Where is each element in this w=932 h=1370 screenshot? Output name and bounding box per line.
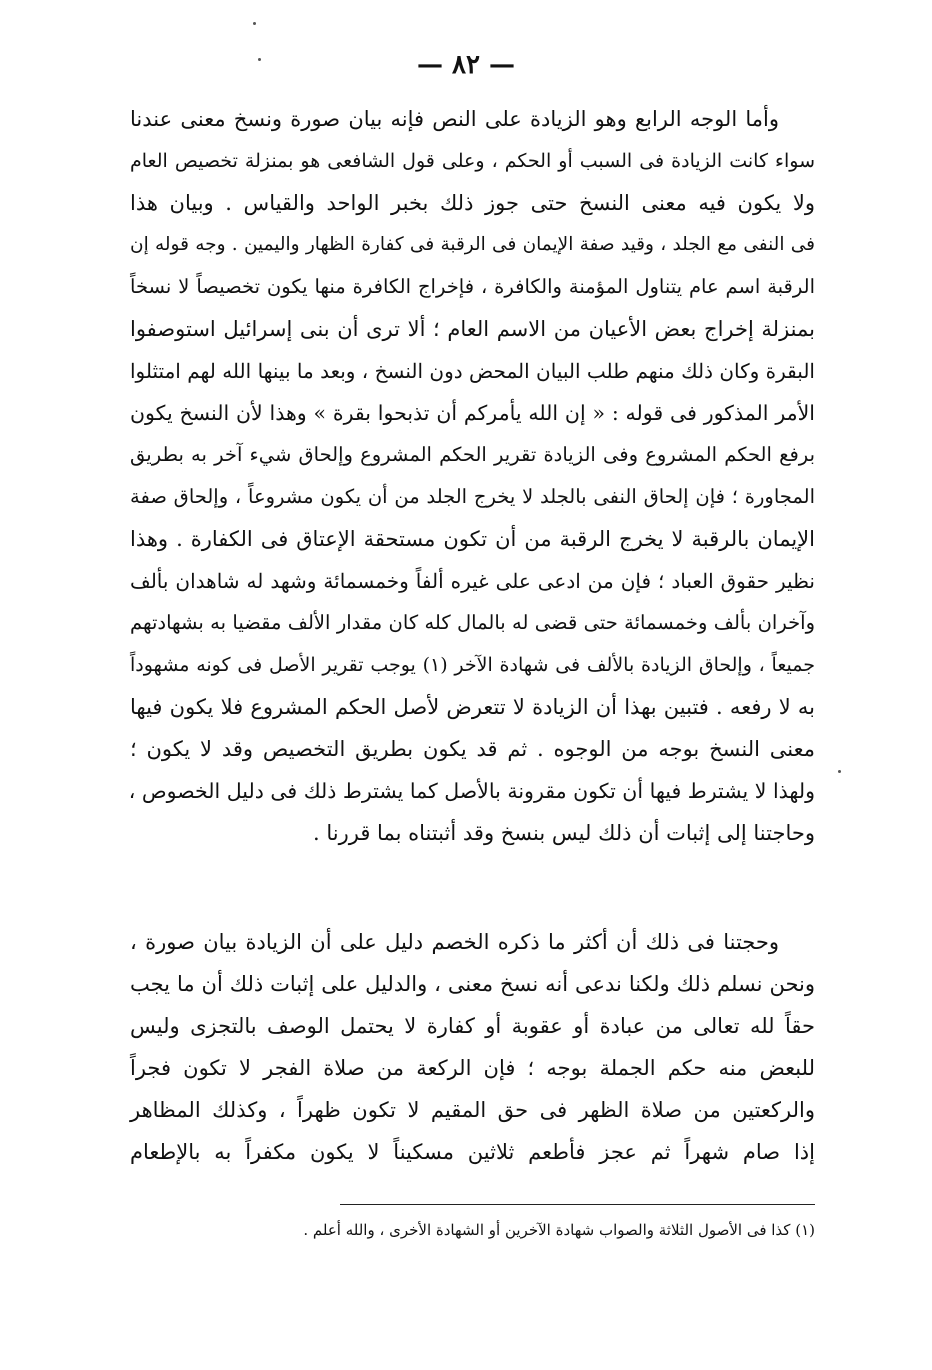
- text-line: ونحن نسلم ذلك ولكنا ندعى أنه نسخ معنى ، والدليل على إثبات ذلك أن ما يجب: [130, 972, 815, 996]
- page-number: — ٨٢ —: [416, 50, 516, 80]
- text-line: جميعاً ، وإلحاق الزيادة بالألف فى شهادة الآخر (١) يوجب تقرير الأصل فى كونه مشهوداً: [130, 654, 815, 676]
- text-line: به لا رفعه . فتبين بهذا أن الزيادة لا تتعرض لأصل الحكم المشروع فلا يكون فيها: [130, 695, 815, 719]
- text-line: معنى النسخ بوجه من الوجوه . ثم قد يكون بطريق التخصيص وقد لا يكون ؛: [130, 737, 815, 761]
- text-line: برفع الحكم المشروع وفى الزيادة تقرير الحكم المشروع وإلحاق شيء آخر به بطريق: [130, 443, 815, 466]
- text-line: والركعتين من صلاة الظهر فى حق المقيم لا تكون ظهراً ، وكذلك المظاهر: [130, 1098, 815, 1122]
- text-line: وحاجتنا إلى إثبات أن ذلك ليس بنسخ وقد أثبتناه بما قررنا .: [313, 821, 815, 845]
- text-line: وآخران بألف وخمسمائة حتى قضى له بالمال كله كان مقدار الألف مقضيا به بشهادتهم: [130, 611, 815, 634]
- text-line: بمنزلة إخراج بعض الأعيان من الاسم العام ؛ ألا ترى أن بنى إسرائيل استوصفوا: [130, 317, 815, 341]
- text-line: وحجتنا فى ذلك أن أكثر ما ذكره الخصم دليل على أن الزيادة بيان صورة ،: [130, 930, 779, 954]
- text-line: سواء كانت الزيادة فى السبب أو الحكم ، وعلى قول الشافعى هو بمنزلة تخصيص العام: [130, 150, 815, 172]
- text-line: وأما الوجه الرابع وهو الزيادة على النص فإنه بيان صورة ونسخ معنى عندنا: [130, 107, 779, 131]
- text-line: الأمر المذكور فى قوله : « إن الله يأمركم أن تذبحوا بقرة » وهذا لأن النسخ يكون: [130, 401, 815, 425]
- text-line: للبعض منه حكم الجملة بوجه ؛ فإن الركعة من صلاة الفجر لا تكون فجراً: [130, 1056, 815, 1080]
- footnote: (١) كذا فى الأصول الثلاثة والصواب شهادة الآخرين أو الشهادة الأخرى ، والله أعلم .: [303, 1221, 815, 1239]
- scan-speck: [258, 58, 261, 61]
- footnote-divider: [340, 1204, 815, 1205]
- paragraph-1: [130, 98, 815, 854]
- text-line: المجاورة ؛ فإن إلحاق النفى بالجلد لا يخرج الجلد من أن يكون مشروعاً ، وإلحاق صفة: [130, 485, 815, 508]
- text-line: حقاً لله تعالى من عبادة أو عقوبة أو كفارة لا يحتمل الوصف بالتجزى وليس: [130, 1014, 815, 1038]
- scan-speck: [253, 22, 256, 25]
- text-line: إذا صام شهراً ثم عجز فأطعم ثلاثين مسكيناً لا يكون مكفراً به بالإطعام: [130, 1140, 815, 1164]
- scan-speck: [838, 770, 841, 773]
- text-line: فى النفى مع الجلد ، وقيد صفة الإيمان فى الرقبة فى كفارة الظهار واليمين . وجه قوله إن: [130, 234, 815, 255]
- text-line: الرقبة اسم عام يتناول المؤمنة والكافرة ، فإخراج الكافرة منها يكون تخصيصاً لا نسخاً: [130, 275, 815, 298]
- text-line: نظير حقوق العباد ؛ فإن من ادعى على غيره ألفاً وخمسمائة وشهد له شاهدان بألف: [130, 569, 815, 593]
- text-line: ولهذا لا يشترط فيها أن تكون مقرونة بالأصل كما يشترط ذلك فى دليل الخصوص ،: [128, 779, 815, 803]
- text-line: البقرة وكان ذلك منهم طلب البيان المحض دون النسخ ، وبعد ما بينها الله لهم امتثلوا: [130, 359, 815, 383]
- paragraph-2: [130, 921, 815, 1173]
- text-line: ولا يكون فيه معنى النسخ حتى جوز ذلك بخبر الواحد والقياس . وبيان هذا: [130, 191, 815, 215]
- text-line: الإيمان بالرقبة لا يخرج الرقبة من أن تكون مستحقة الإعتاق فى الكفارة . وهذا: [130, 527, 815, 551]
